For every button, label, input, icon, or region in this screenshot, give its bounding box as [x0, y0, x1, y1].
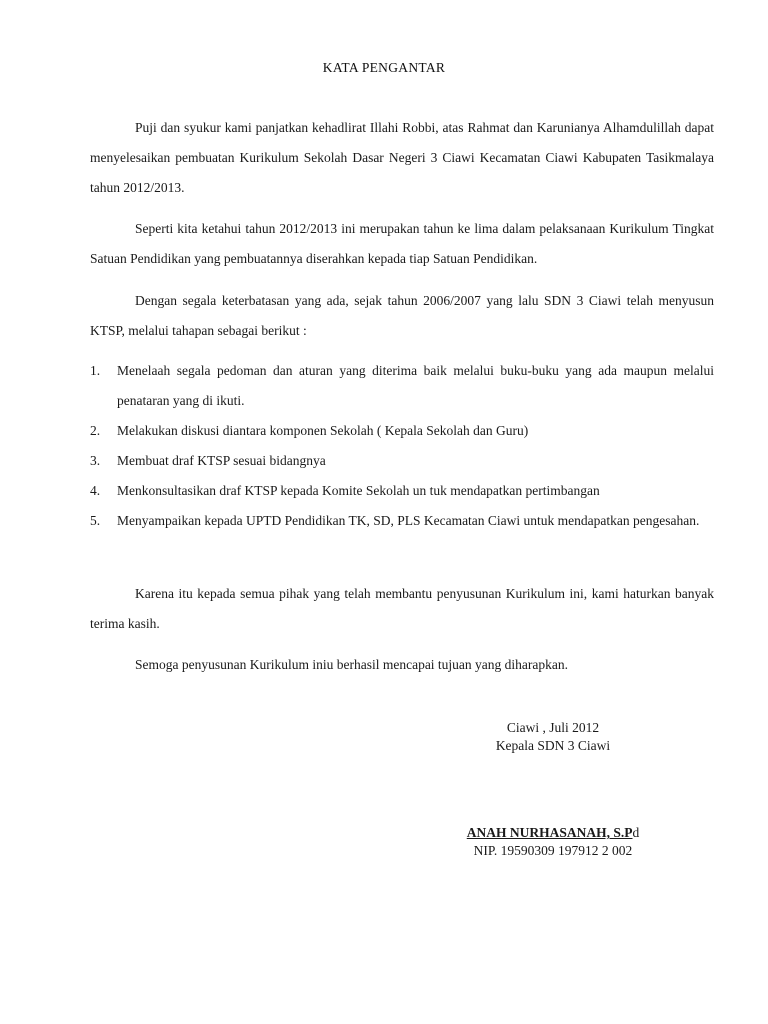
list-item: [90, 506, 714, 536]
paragraph-closing: Semoga penyusunan Kurikulum iniu berhasil mencapai tujuan yang diharapkan.: [135, 657, 569, 672]
document-title: KATA PENGANTAR: [322, 60, 446, 75]
paragraph-context: Seperti kita ketahui tahun 2012/2013 ini merupakan tahun ke lima dalam pelaksanaan Kurikulum Tingkat Satuan Pendidikan yang pembuatannya diserahkan kepada tiap Satuan Pendidikan.: [90, 221, 714, 266]
signature-position: Kepala SDN 3 Ciawi: [495, 738, 611, 753]
list-item-number: 4.: [90, 483, 101, 498]
signer-name-bold: ANAH NURHASANAH, S.P: [466, 825, 633, 840]
list-item: [90, 416, 714, 446]
list-item-text: Menelaah segala pedoman dan aturan yang diterima baik melalui buku-buku yang ada maupun melalui penataran yang di ikuti.: [117, 363, 714, 408]
paragraph-opening: Puji dan syukur kami panjatkan kehadlirat Illahi Robbi, atas Rahmat dan Karunianya Alhamdulillah dapat menyelesaikan pembuatan Kurikulum Sekolah Dasar Negeri 3 Ciawi Kecamatan Ciawi Kabupaten Tasikmalaya tahun 2012/2013.: [90, 120, 714, 195]
steps-list: [90, 356, 714, 536]
paragraph-steps-intro: Dengan segala keterbatasan yang ada, sejak tahun 2006/2007 yang lalu SDN 3 Ciawi telah menyusun KTSP, melalui tahapan sebagai berikut :: [90, 293, 714, 338]
signer-name-suffix: d: [632, 825, 640, 840]
list-item-text: Melakukan diskusi diantara komponen Sekolah ( Kepala Sekolah dan Guru): [117, 423, 529, 438]
list-item: [90, 476, 714, 506]
list-item-number: 5.: [90, 513, 101, 528]
list-item: [90, 446, 714, 476]
list-item-number: 2.: [90, 423, 101, 438]
signer-nip: NIP. 19590309 197912 2 002: [473, 843, 633, 858]
list-item-text: Membuat draf KTSP sesuai bidangnya: [117, 453, 326, 468]
list-item: [90, 356, 714, 416]
list-item-number: 1.: [90, 363, 101, 378]
list-item-number: 3.: [90, 453, 101, 468]
list-item-text: Menkonsultasikan draf KTSP kepada Komite Sekolah un tuk mendapatkan pertimbangan: [117, 483, 600, 498]
signer-name: [460, 824, 646, 842]
signature-place-date: Ciawi , Juli 2012: [506, 720, 600, 735]
paragraph-thanks: Karena itu kepada semua pihak yang telah membantu penyusunan Kurikulum ini, kami haturkan banyak terima kasih.: [90, 586, 714, 631]
list-item-text: Menyampaikan kepada UPTD Pendidikan TK, SD, PLS Kecamatan Ciawi untuk mendapatkan pengesahan.: [117, 513, 700, 528]
